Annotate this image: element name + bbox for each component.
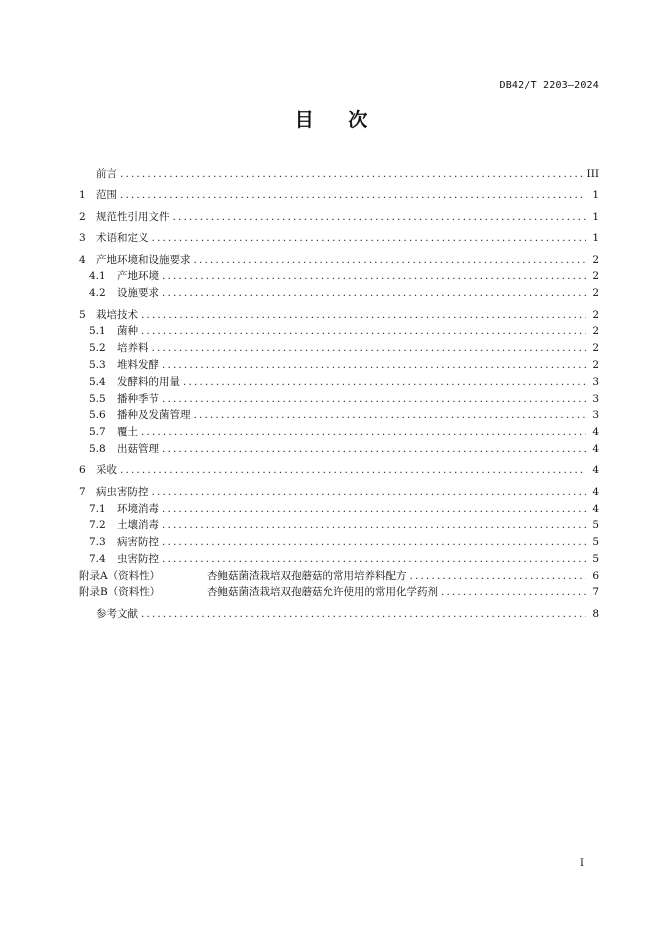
toc-dot-leader	[162, 534, 586, 551]
toc-entry[interactable]	[79, 252, 599, 269]
toc-entry[interactable]	[79, 534, 599, 551]
toc-entry-number: 5.2	[89, 342, 106, 355]
toc-entry[interactable]	[79, 484, 599, 501]
toc-entry-number: 5.1	[89, 325, 106, 338]
toc-dot-leader	[120, 166, 584, 183]
toc-entry-title: 病虫害防控	[96, 485, 149, 498]
toc-entry-page: 4	[592, 485, 599, 498]
toc-entry-number: 5.4	[89, 375, 106, 388]
toc-dot-leader	[120, 187, 586, 204]
toc-entry-title: 播种及发菌管理	[117, 409, 191, 422]
toc-entry-page: 1	[592, 210, 599, 223]
toc-entry-page: 4	[592, 442, 599, 455]
toc-entry[interactable]	[79, 340, 599, 357]
toc-entry-page: 2	[592, 287, 599, 300]
toc-entry[interactable]	[79, 391, 599, 408]
toc-dot-leader	[162, 501, 586, 518]
toc-entry-page: 2	[592, 253, 599, 266]
toc-dot-leader	[141, 424, 586, 441]
toc-dot-leader	[141, 323, 586, 340]
toc-entry-title: 虫害防控	[117, 552, 159, 565]
toc-entry-title: 出菇管理	[117, 442, 159, 455]
toc-dot-leader	[410, 568, 587, 585]
toc-dot-leader	[162, 285, 586, 302]
toc-entry-title: 栽培技术	[96, 308, 138, 321]
toc-entry-number: 5.6	[89, 409, 106, 422]
toc-dot-leader	[162, 517, 586, 534]
toc-dot-leader	[162, 391, 586, 408]
table-of-contents	[79, 166, 599, 623]
toc-entry[interactable]	[79, 166, 599, 183]
toc-entry[interactable]	[79, 462, 599, 479]
toc-entry-number: 7.1	[89, 502, 106, 515]
toc-dot-leader	[194, 252, 587, 269]
toc-entry-page: 2	[592, 325, 599, 338]
toc-appendix-label: 附录A（资料性）	[79, 569, 161, 582]
toc-entry-page: 8	[592, 607, 599, 620]
toc-entry-page: 2	[592, 270, 599, 283]
toc-dot-leader	[152, 340, 587, 357]
toc-entry[interactable]	[79, 407, 599, 424]
toc-entry-page: 5	[592, 519, 599, 532]
toc-entry-number: 5.5	[89, 392, 106, 405]
toc-entry-number: 5.8	[89, 442, 106, 455]
toc-entry-page: 5	[592, 536, 599, 549]
toc-dot-leader	[162, 357, 586, 374]
toc-entry-number: 7.4	[89, 552, 106, 565]
toc-dot-leader	[152, 484, 587, 501]
toc-entry[interactable]	[79, 307, 599, 324]
toc-dot-leader	[183, 374, 586, 391]
toc-entry-page: 1	[592, 189, 599, 202]
toc-dot-leader	[194, 407, 587, 424]
toc-entry-title: 杏鲍菇菌渣栽培双孢蘑菇的常用培养料配方	[207, 569, 407, 582]
toc-dot-leader	[141, 606, 586, 623]
toc-entry-number: 3	[79, 232, 86, 245]
toc-entry[interactable]	[79, 441, 599, 458]
toc-dot-leader	[441, 584, 586, 601]
toc-entry-number: 7	[79, 485, 86, 498]
toc-entry-number: 6	[79, 464, 86, 477]
toc-entry-number: 5	[79, 308, 86, 321]
toc-entry-number: 4.2	[89, 287, 106, 300]
toc-entry[interactable]	[79, 517, 599, 534]
toc-entry-title: 堆料发酵	[117, 358, 159, 371]
toc-dot-leader	[141, 307, 586, 324]
toc-entry-page: 3	[592, 375, 599, 388]
toc-entry-title: 产地环境和设施要求	[96, 253, 191, 266]
toc-entry-number: 1	[79, 189, 86, 202]
toc-entry-page: 4	[592, 464, 599, 477]
toc-entry-number: 7.3	[89, 536, 106, 549]
toc-entry[interactable]	[79, 323, 599, 340]
toc-entry-page: 4	[592, 502, 599, 515]
toc-entry-page: 3	[592, 392, 599, 405]
toc-entry-page: III	[586, 168, 599, 180]
toc-dot-leader	[152, 230, 587, 247]
page-title: 目 次	[294, 109, 382, 131]
toc-entry-page: 6	[592, 569, 599, 582]
toc-entry-page: 2	[592, 358, 599, 371]
toc-dot-leader	[120, 462, 586, 479]
toc-entry-number: 4.1	[89, 270, 106, 283]
footer-page-number: I	[580, 858, 584, 869]
toc-entry-title: 环境消毒	[117, 502, 159, 515]
toc-entry-title: 设施要求	[117, 287, 159, 300]
toc-dot-leader	[162, 268, 586, 285]
toc-entry[interactable]	[79, 568, 599, 585]
toc-entry-page: 2	[592, 342, 599, 355]
toc-dot-leader	[162, 551, 586, 568]
toc-entry[interactable]	[79, 357, 599, 374]
toc-entry-page: 2	[592, 308, 599, 321]
toc-entry[interactable]	[79, 424, 599, 441]
toc-entry-page: 3	[592, 409, 599, 422]
toc-entry-title: 土壤消毒	[117, 519, 159, 532]
toc-entry-title: 病害防控	[117, 536, 159, 549]
toc-entry-title: 采收	[96, 464, 117, 477]
toc-dot-leader	[173, 209, 587, 226]
toc-entry-title: 菌种	[117, 325, 138, 338]
toc-entry-number: 2	[79, 210, 86, 223]
toc-entry-number: 4	[79, 253, 86, 266]
toc-entry-title: 发酵料的用量	[117, 375, 180, 388]
toc-entry-title: 培养料	[117, 342, 149, 355]
toc-entry-title: 参考文献	[96, 607, 138, 620]
toc-entry-page: 7	[592, 586, 599, 599]
toc-entry-title: 前言	[96, 168, 117, 180]
toc-entry[interactable]	[79, 285, 599, 302]
toc-entry[interactable]	[79, 268, 599, 285]
toc-entry-title: 覆土	[117, 426, 138, 439]
toc-entry[interactable]	[79, 374, 599, 391]
toc-entry-page: 4	[592, 426, 599, 439]
toc-entry-number: 7.2	[89, 519, 106, 532]
toc-entry-title: 杏鲍菇菌渣栽培双孢蘑菇允许使用的常用化学药剂	[207, 586, 438, 599]
toc-entry-title: 产地环境	[117, 270, 159, 283]
toc-entry-title: 规范性引用文件	[96, 210, 170, 223]
toc-entry[interactable]	[79, 584, 599, 601]
toc-appendix-label: 附录B（资料性）	[79, 586, 161, 599]
toc-entry-title: 播种季节	[117, 392, 159, 405]
document-code: DB42/T 2203—2024	[499, 80, 599, 91]
toc-entry-number: 5.7	[89, 426, 106, 439]
toc-entry[interactable]	[79, 501, 599, 518]
toc-entry[interactable]	[79, 187, 599, 204]
toc-entry-page: 5	[592, 552, 599, 565]
toc-entry[interactable]	[79, 230, 599, 247]
toc-entry-page: 1	[592, 232, 599, 245]
toc-dot-leader	[162, 441, 586, 458]
toc-entry[interactable]	[79, 606, 599, 623]
toc-entry-title: 术语和定义	[96, 232, 149, 245]
toc-entry[interactable]	[79, 209, 599, 226]
toc-entry[interactable]	[79, 551, 599, 568]
toc-entry-title: 范围	[96, 189, 117, 202]
toc-entry-number: 5.3	[89, 358, 106, 371]
